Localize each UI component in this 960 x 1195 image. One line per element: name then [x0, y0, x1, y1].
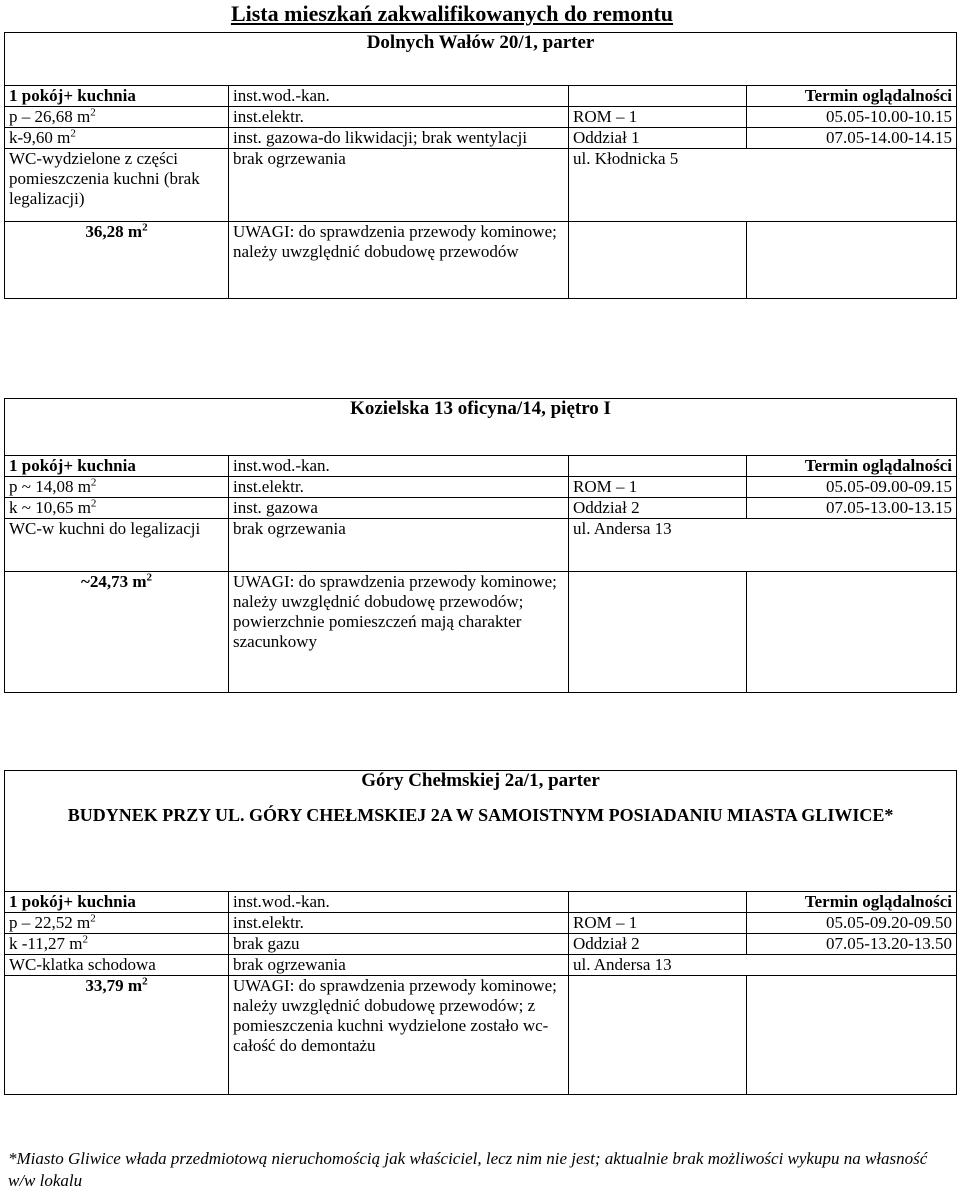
notes: UWAGI: do sprawdzenia przewody kominowe; należy uwzględnić dobudowę przewodów; powierzchnie pomieszczeń mają charakter szacunkowy [229, 572, 569, 693]
total-area: 33,79 $m^2$ [5, 976, 229, 1095]
inst-gas: brak gazu [229, 934, 569, 955]
room-p-area: p – 26,68 $m^2$ [5, 107, 229, 128]
apartment-type: 1 pokój+ kuchnia [5, 456, 229, 477]
apartment-block-2 [4, 398, 957, 693]
room-k-area: k-9,60 $m^2$ [5, 128, 229, 149]
empty-cell [747, 222, 957, 299]
termin-label: Termin oglądalności [747, 86, 957, 107]
wc-info: WC-klatka schodowa [5, 955, 229, 976]
footnote: *Miasto Gliwice włada przedmiotową nieruchomością jak właściciel, lecz nim nie jest; aktualnie brak możliwości wykupu na własność w/w lokalu [8, 1149, 928, 1190]
inst-water: inst.wod.-kan. [229, 86, 569, 107]
apartment-type: 1 pokój+ kuchnia [5, 86, 229, 107]
inst-electric: inst.elektr. [229, 477, 569, 498]
termin-2: 07.05-13.20-13.50 [747, 934, 957, 955]
heating: brak ogrzewania [229, 149, 569, 222]
inst-gas: inst. gazowa [229, 498, 569, 519]
empty-cell [747, 572, 957, 693]
notes: UWAGI: do sprawdzenia przewody kominowe; należy uwzględnić dobudowę przewodów; z pomieszczenia kuchni wydzielone zostało wc-całość do demontażu [229, 976, 569, 1095]
room-p-area: p – 22,52 $m^2$ [5, 913, 229, 934]
street: ul. Kłodnicka 5 [569, 149, 957, 222]
inst-electric: inst.elektr. [229, 913, 569, 934]
ownership-note: BUDYNEK PRZY UL. GÓRY CHEŁMSKIEJ 2A W SAMOISTNYM POSIADANIU MIASTA GLIWICE* [67, 805, 894, 825]
termin-2: 07.05-13.00-13.15 [747, 498, 957, 519]
total-area: ~24,73 $m^2$ [5, 572, 229, 693]
inst-electric: inst.elektr. [229, 107, 569, 128]
page-title: Lista mieszkań zakwalifikowanych do remontu [230, 1, 674, 26]
termin-2: 07.05-14.00-14.15 [747, 128, 957, 149]
rom: ROM – 1 [569, 107, 747, 128]
apartment-address: Kozielska 13 oficyna/14, piętro I [5, 399, 957, 456]
empty-cell [747, 976, 957, 1095]
apartment-address: Góry Chełmskiej 2a/1, parter BUDYNEK PRZY UL. GÓRY CHEŁMSKIEJ 2A W SAMOISTNYM POSIADANIU MIASTA GLIWICE* [5, 771, 957, 892]
empty-cell [569, 892, 747, 913]
inst-water: inst.wod.-kan. [229, 456, 569, 477]
oddzial: Oddział 1 [569, 128, 747, 149]
notes: UWAGI: do sprawdzenia przewody kominowe; należy uwzględnić dobudowę przewodów [229, 222, 569, 299]
termin-label: Termin oglądalności [747, 456, 957, 477]
apartment-address: Dolnych Wałów 20/1, parter [5, 33, 957, 86]
oddzial: Oddział 2 [569, 934, 747, 955]
empty-cell [569, 456, 747, 477]
apartment-block-3 [4, 770, 957, 1095]
street: ul. Andersa 13 [569, 955, 957, 976]
room-p-area: p ~ 14,08 $m^2$ [5, 477, 229, 498]
rom: ROM – 1 [569, 913, 747, 934]
inst-gas: inst. gazowa-do likwidacji; brak wentylacji [229, 128, 569, 149]
wc-info: WC-w kuchni do legalizacji [5, 519, 229, 572]
rom: ROM – 1 [569, 477, 747, 498]
room-k-area: k -11,27 $m^2$ [5, 934, 229, 955]
termin-1: 05.05-09.00-09.15 [747, 477, 957, 498]
termin-1: 05.05-09.20-09.50 [747, 913, 957, 934]
oddzial: Oddział 2 [569, 498, 747, 519]
wc-info: WC-wydzielone z części pomieszczenia kuchni (brak legalizacji) [5, 149, 229, 222]
total-area: 36,28 $m^2$ [5, 222, 229, 299]
inst-water: inst.wod.-kan. [229, 892, 569, 913]
heating: brak ogrzewania [229, 955, 569, 976]
empty-cell [569, 222, 747, 299]
heating: brak ogrzewania [229, 519, 569, 572]
street: ul. Andersa 13 [569, 519, 957, 572]
empty-cell [569, 976, 747, 1095]
apartment-type: 1 pokój+ kuchnia [5, 892, 229, 913]
termin-label: Termin oglądalności [747, 892, 957, 913]
termin-1: 05.05-10.00-10.15 [747, 107, 957, 128]
empty-cell [569, 86, 747, 107]
empty-cell [569, 572, 747, 693]
apartment-block-1 [4, 32, 957, 299]
room-k-area: k ~ 10,65 $m^2$ [5, 498, 229, 519]
